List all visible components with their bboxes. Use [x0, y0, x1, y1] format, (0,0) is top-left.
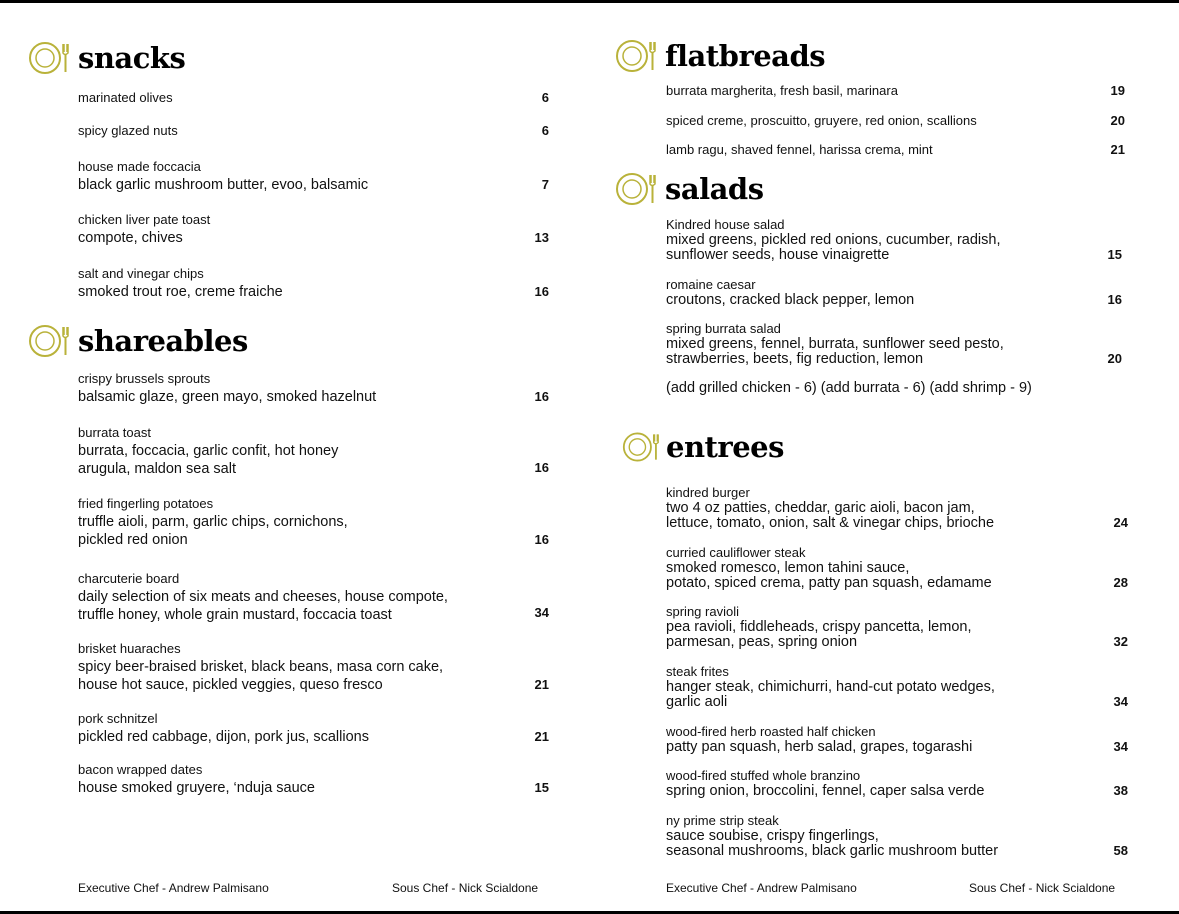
executive-chef-credit: Executive Chef - Andrew Palmisano	[666, 881, 857, 895]
section-title: shareables	[78, 324, 248, 358]
item-name: lamb ragu, shaved fennel, harissa crema, mint	[666, 142, 933, 157]
item-description: smoked romesco, lemon tahini sauce,	[666, 560, 910, 576]
menu-item	[666, 321, 1004, 367]
item-price: 20	[1107, 351, 1122, 366]
section-title: entrees	[666, 430, 784, 464]
item-description: house smoked gruyere, ‘nduja sauce	[78, 780, 315, 796]
item-description: patty pan squash, herb salad, grapes, togarashi	[666, 739, 973, 755]
item-price: 20	[1110, 113, 1125, 128]
item-description-line2: lettuce, tomato, onion, salt & vinegar chips, brioche	[666, 515, 995, 531]
menu-item	[78, 496, 348, 548]
menu-item	[78, 711, 369, 745]
item-price: 34	[1113, 694, 1128, 709]
item-price: 15	[1107, 247, 1122, 262]
item-name: spiced creme, proscuitto, gruyere, red onion, scallions	[666, 113, 977, 128]
item-description-line2: strawberries, beets, fig reduction, lemon	[666, 351, 924, 367]
item-description: mixed greens, pickled red onions, cucumber, radish,	[666, 232, 1001, 248]
item-name: ny prime strip steak	[666, 813, 779, 828]
item-price: 16	[534, 389, 549, 404]
item-name: house made foccacia	[78, 159, 201, 174]
item-name: spicy glazed nuts	[78, 123, 178, 138]
item-description: hanger steak, chimichurri, hand-cut potato wedges,	[666, 679, 995, 695]
section-header-entrees	[622, 430, 784, 464]
item-name: fried fingerling potatoes	[78, 496, 214, 511]
item-description: smoked trout roe, creme fraiche	[78, 284, 283, 300]
menu-item	[78, 90, 173, 106]
item-price: 6	[541, 90, 549, 105]
plate-and-fork-icon	[28, 41, 70, 75]
salad-addons: (add grilled chicken - 6) (add burrata - 6) (add shrimp - 9)	[666, 380, 1032, 396]
item-name: crispy brussels sprouts	[78, 371, 211, 386]
item-description: balsamic glaze, green mayo, smoked hazelnut	[78, 389, 377, 405]
section-title: salads	[665, 172, 764, 206]
menu-item	[78, 266, 283, 300]
menu-item	[666, 485, 994, 531]
item-description-line2: sunflower seeds, house vinaigrette	[666, 247, 890, 263]
item-price: 28	[1113, 575, 1128, 590]
menu-item	[78, 762, 315, 796]
item-description: croutons, cracked black pepper, lemon	[666, 292, 915, 308]
item-name: burrata toast	[78, 425, 151, 440]
item-name: bacon wrapped dates	[78, 762, 203, 777]
item-price: 34	[534, 605, 549, 620]
item-description-line2: pickled red onion	[78, 532, 188, 548]
item-name: romaine caesar	[666, 277, 756, 292]
menu-item	[78, 371, 376, 405]
menu-item	[666, 277, 914, 308]
menu-item	[78, 159, 368, 193]
top-border	[0, 0, 1179, 3]
section-header-flatbreads	[615, 39, 825, 73]
plate-and-fork-icon	[622, 430, 660, 464]
section-header-snacks	[28, 41, 185, 75]
item-price: 34	[1113, 739, 1128, 754]
item-price: 15	[534, 780, 549, 795]
item-description-line2: potato, spiced crema, patty pan squash, edamame	[666, 575, 992, 591]
item-description: pickled red cabbage, dijon, pork jus, scallions	[78, 729, 369, 745]
menu-item	[78, 123, 178, 139]
item-price: 16	[534, 284, 549, 299]
item-name: spring burrata salad	[666, 321, 781, 336]
item-name: pork schnitzel	[78, 711, 158, 726]
item-description: sauce soubise, crispy fingerlings,	[666, 828, 879, 844]
item-description-line2: parmesan, peas, spring onion	[666, 634, 858, 650]
item-name: spring ravioli	[666, 604, 739, 619]
item-description: spicy beer-braised brisket, black beans, masa corn cake,	[78, 659, 444, 675]
item-price: 16	[534, 460, 549, 475]
menu-item	[666, 604, 971, 650]
menu-item	[666, 724, 972, 755]
item-name: marinated olives	[78, 90, 173, 105]
item-description-line2: garlic aoli	[666, 694, 728, 710]
item-name: wood-fired stuffed whole branzino	[666, 768, 861, 783]
section-header-shareables	[28, 324, 248, 358]
sous-chef-credit: Sous Chef - Nick Scialdone	[969, 881, 1116, 895]
item-name: brisket huaraches	[78, 641, 181, 656]
section-title: flatbreads	[665, 39, 826, 73]
item-description: truffle aioli, parm, garlic chips, cornichons,	[78, 514, 348, 530]
item-price: 21	[534, 677, 549, 692]
menu-item	[666, 113, 977, 129]
item-price: 7	[541, 177, 549, 192]
menu-item	[666, 813, 998, 859]
menu-item	[666, 83, 898, 99]
plate-and-fork-icon	[28, 324, 70, 358]
section-header-salads	[615, 172, 764, 206]
item-description: daily selection of six meats and cheeses, house compote,	[78, 589, 448, 605]
item-price: 38	[1113, 783, 1128, 798]
item-description-line2: house hot sauce, pickled veggies, queso fresco	[78, 677, 383, 693]
item-name: chicken liver pate toast	[78, 212, 211, 227]
item-price: 16	[534, 532, 549, 547]
item-price: 24	[1113, 515, 1128, 530]
menu-item	[78, 641, 443, 693]
item-description: spring onion, broccolini, fennel, caper salsa verde	[666, 783, 985, 799]
menu-item	[666, 545, 992, 591]
item-name: curried cauliflower steak	[666, 545, 806, 560]
item-price: 13	[534, 230, 549, 245]
item-description: mixed greens, fennel, burrata, sunflower seed pesto,	[666, 336, 1004, 352]
item-description: compote, chives	[78, 230, 183, 246]
menu-item	[78, 571, 448, 623]
menu-item	[666, 768, 984, 799]
item-price: 32	[1113, 634, 1128, 649]
item-name: wood-fired herb roasted half chicken	[666, 724, 876, 739]
item-name: salt and vinegar chips	[78, 266, 204, 281]
menu-item	[78, 425, 338, 477]
item-price: 16	[1107, 292, 1122, 307]
sous-chef-credit: Sous Chef - Nick Scialdone	[392, 881, 539, 895]
item-price: 21	[534, 729, 549, 744]
item-name: burrata margherita, fresh basil, marinara	[666, 83, 898, 98]
item-description-line2: truffle honey, whole grain mustard, foccacia toast	[78, 607, 392, 623]
plate-and-fork-icon	[615, 39, 657, 73]
item-description: burrata, foccacia, garlic confit, hot honey	[78, 443, 339, 459]
item-description-line2: arugula, maldon sea salt	[78, 461, 236, 477]
item-description: black garlic mushroom butter, evoo, balsamic	[78, 177, 369, 193]
section-title: snacks	[78, 41, 186, 75]
menu-item	[78, 212, 210, 246]
menu-item	[666, 217, 1000, 263]
item-name: Kindred house salad	[666, 217, 785, 232]
item-description: two 4 oz patties, cheddar, garic aioli, bacon jam,	[666, 500, 975, 516]
menu-item	[666, 142, 933, 158]
item-price: 6	[541, 123, 549, 138]
item-description: pea ravioli, fiddleheads, crispy pancetta, lemon,	[666, 619, 972, 635]
item-name: steak frites	[666, 664, 729, 679]
item-description-line2: seasonal mushrooms, black garlic mushroom butter	[666, 843, 999, 859]
executive-chef-credit: Executive Chef - Andrew Palmisano	[78, 881, 269, 895]
menu-item	[666, 664, 995, 710]
item-price: 19	[1110, 83, 1125, 98]
item-price: 21	[1110, 142, 1125, 157]
item-name: charcuterie board	[78, 571, 180, 586]
item-name: kindred burger	[666, 485, 750, 500]
item-price: 58	[1113, 843, 1128, 858]
plate-and-fork-icon	[615, 172, 657, 206]
